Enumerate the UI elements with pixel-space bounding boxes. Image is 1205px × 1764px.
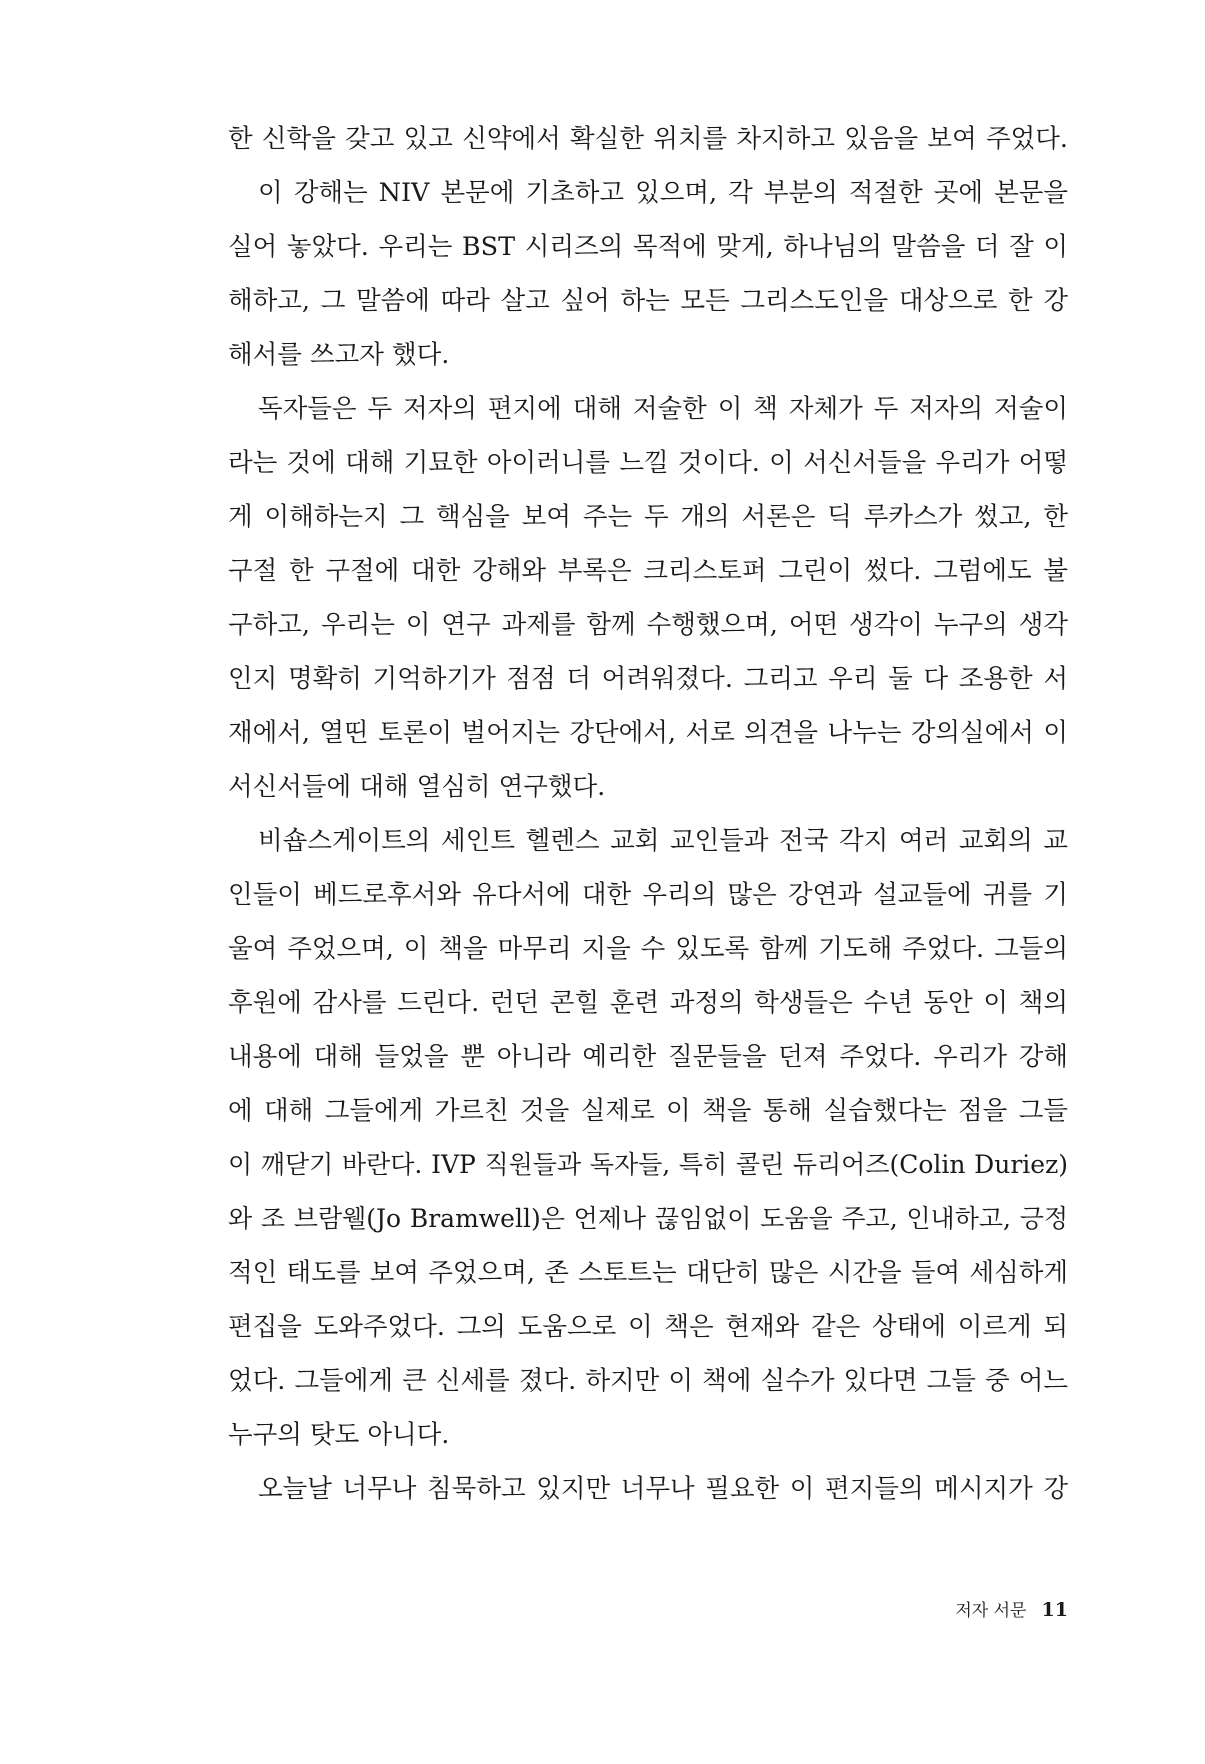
text-line: 후원에 감사를 드린다. 런던 콘힐 훈련 과정의 학생들은 수년 동안 이 책의 bbox=[228, 988, 1068, 1018]
page-footer bbox=[955, 1596, 1068, 1621]
paragraph-end-line: 해서를 쓰고자 했다. bbox=[228, 340, 450, 370]
paragraph-start-line: 독자들은 두 저자의 편지에 대해 저술한 이 책 자체가 두 저자의 저술이 bbox=[258, 394, 1068, 424]
text-line: 었다. 그들에게 큰 신세를 졌다. 하지만 이 책에 실수가 있다면 그들 중 어느 bbox=[228, 1366, 1068, 1396]
text-line: 에 대해 그들에게 가르친 것을 실제로 이 책을 통해 실습했다는 점을 그들 bbox=[228, 1096, 1068, 1126]
text-line: 게 이해하는지 그 핵심을 보여 주는 두 개의 서론은 딕 루카스가 썼고, 한 bbox=[228, 502, 1068, 532]
text-line: 라는 것에 대해 기묘한 아이러니를 느낄 것이다. 이 서신서들을 우리가 어떻 bbox=[228, 448, 1068, 478]
text-line: 구하고, 우리는 이 연구 과제를 함께 수행했으며, 어떤 생각이 누구의 생각 bbox=[228, 610, 1068, 640]
text-line: 실어 놓았다. 우리는 BST 시리즈의 목적에 맞게, 하나님의 말씀을 더 잘 이 bbox=[228, 232, 1068, 262]
paragraph-start-line: 이 강해는 NIV 본문에 기초하고 있으며, 각 부분의 적절한 곳에 본문을 bbox=[258, 178, 1068, 208]
page-number: 11 bbox=[1041, 1599, 1068, 1621]
text-line: 재에서, 열띤 토론이 벌어지는 강단에서, 서로 의견을 나누는 강의실에서 이 bbox=[228, 718, 1068, 748]
paragraph-start-line: 비숍스게이트의 세인트 헬렌스 교회 교인들과 전국 각지 여러 교회의 교 bbox=[258, 826, 1068, 856]
text-line: 와 조 브람웰(Jo Bramwell)은 언제나 끊임없이 도움을 주고, 인내하고, 긍정 bbox=[228, 1204, 1068, 1233]
text-line: 인들이 베드로후서와 유다서에 대한 우리의 많은 강연과 설교들에 귀를 기 bbox=[228, 880, 1068, 910]
text-line: 한 신학을 갖고 있고 신약에서 확실한 위치를 차지하고 있음을 보여 주었다. bbox=[228, 124, 1068, 154]
text-line: 편집을 도와주었다. 그의 도움으로 이 책은 현재와 같은 상태에 이르게 되 bbox=[228, 1312, 1068, 1342]
text-line: 인지 명확히 기억하기가 점점 더 어려워졌다. 그리고 우리 둘 다 조용한 서 bbox=[228, 664, 1068, 694]
text-line: 적인 태도를 보여 주었으며, 존 스토트는 대단히 많은 시간을 들여 세심하게 bbox=[228, 1258, 1068, 1288]
text-line: 울여 주었으며, 이 책을 마무리 지을 수 있도록 함께 기도해 주었다. 그들의 bbox=[228, 934, 1068, 964]
paragraph-end-line: 서신서들에 대해 열심히 연구했다. bbox=[228, 772, 606, 802]
text-line: 구절 한 구절에 대한 강해와 부록은 크리스토퍼 그린이 썼다. 그럼에도 불 bbox=[228, 556, 1068, 586]
text-line: 해하고, 그 말씀에 따라 살고 싶어 하는 모든 그리스도인을 대상으로 한 강 bbox=[228, 286, 1068, 316]
text-line: 이 깨닫기 바란다. IVP 직원들과 독자들, 특히 콜린 듀리어즈(Colin Duriez) bbox=[228, 1150, 1068, 1179]
paragraph-start-line: 오늘날 너무나 침묵하고 있지만 너무나 필요한 이 편지들의 메시지가 강 bbox=[258, 1474, 1068, 1504]
paragraph-end-line: 누구의 탓도 아니다. bbox=[228, 1420, 450, 1450]
running-footer-section: 저자 서문 bbox=[955, 1601, 1027, 1621]
text-line: 내용에 대해 들었을 뿐 아니라 예리한 질문들을 던져 주었다. 우리가 강해 bbox=[228, 1042, 1068, 1072]
body-text bbox=[228, 112, 1068, 1516]
